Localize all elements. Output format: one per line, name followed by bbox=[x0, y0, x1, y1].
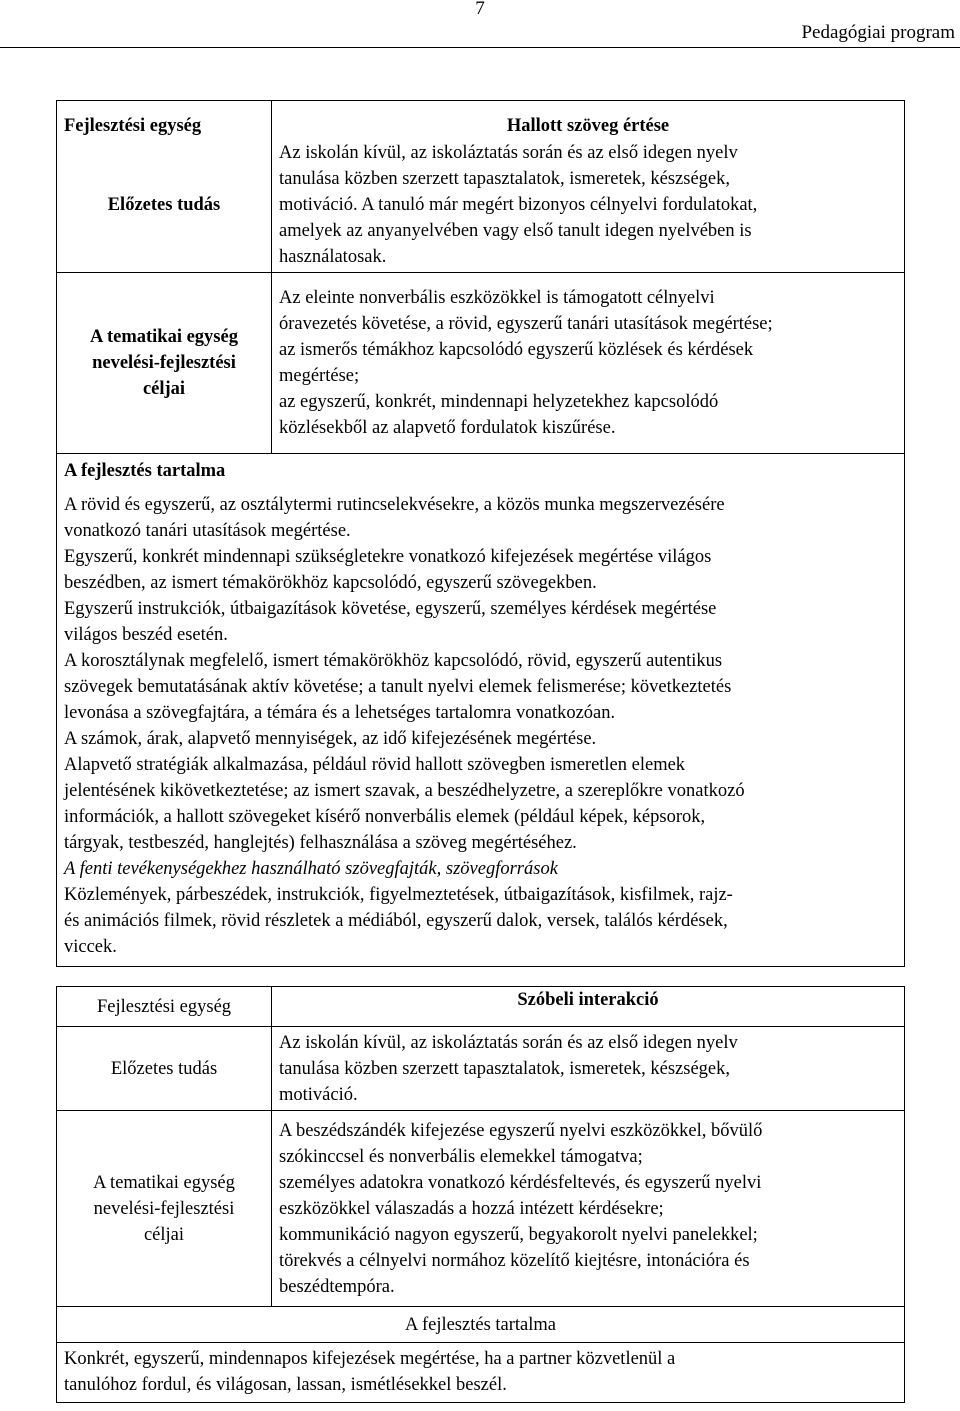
text-line: Egyszerű instrukciók, útbaigazítások követése, egyszerű, személyes kérdések megértése bbox=[64, 598, 717, 619]
text-line: az ismerős témákhoz kapcsolódó egyszerű közlések és kérdések bbox=[279, 339, 754, 360]
content-text bbox=[57, 1343, 905, 1403]
text-line: motiváció. bbox=[279, 1084, 358, 1105]
prior-knowledge-label: Előzetes tudás bbox=[57, 1027, 272, 1111]
text-line: A beszédszándék kifejezése egyszerű nyelvi eszközökkel, bővülő bbox=[279, 1120, 763, 1141]
text-line: személyes adatokra vonatkozó kérdésfeltevés, és egyszerű nyelvi bbox=[279, 1172, 762, 1193]
content-text bbox=[57, 488, 905, 967]
content-label: A fejlesztés tartalma bbox=[57, 453, 905, 488]
text-line: eszközökkel válaszadás a hozzá intézett kérdésekre; bbox=[279, 1198, 664, 1219]
header-rule bbox=[0, 47, 960, 48]
text-line: A rövid és egyszerű, az osztálytermi rutincselekvésekre, a közös munka megszervezésére bbox=[64, 494, 725, 515]
development-unit-title: Hallott szöveg értése bbox=[272, 101, 905, 140]
text-line: beszédtempóra. bbox=[279, 1276, 395, 1297]
text-line: motiváció. A tanuló már megért bizonyos célnyelvi fordulatokat, bbox=[279, 195, 758, 216]
goals-label-line: A tematikai egység bbox=[93, 1172, 235, 1193]
text-line: közlésekből az alapvető fordulatok kiszűrése. bbox=[279, 417, 616, 438]
text-line: és animációs filmek, rövid részletek a médiából, egyszerű dalok, versek, találós kérdések, bbox=[64, 910, 728, 931]
development-unit-title: Szóbeli interakció bbox=[272, 987, 905, 1027]
content-label: A fejlesztés tartalma bbox=[57, 1307, 905, 1343]
text-line: jelentésének kikövetkeztetése; az ismert szavak, a beszédhelyzetre, a szereplőkre vonatkozó bbox=[64, 780, 745, 801]
oral-interaction-table bbox=[56, 986, 905, 1403]
text-line: megértése; bbox=[279, 365, 360, 386]
text-line: óravezetés követése, a rövid, egyszerű tanári utasítások megértése; bbox=[279, 313, 773, 334]
goals-label bbox=[57, 272, 272, 453]
text-line: beszédben, az ismert témakörökhöz kapcsolódó, egyszerű szövegekben. bbox=[64, 572, 597, 593]
goals-label-line: nevelési-fejlesztési bbox=[93, 1198, 235, 1219]
text-line: törekvés a célnyelvi normához közelítő kiejtésre, intonációra és bbox=[279, 1250, 750, 1271]
text-line: az egyszerű, konkrét, mindennapi helyzetekhez kapcsolódó bbox=[279, 391, 719, 412]
text-line: Az eleinte nonverbális eszközökkel is támogatott célnyelvi bbox=[279, 287, 715, 308]
running-title: Pedagógiai program bbox=[801, 22, 955, 43]
text-line: Alapvető stratégiák alkalmazása, például rövid hallott szövegben ismeretlen elemek bbox=[64, 754, 686, 775]
goals-text bbox=[272, 272, 905, 453]
text-line: tanulása közben szerzett tapasztalatok, ismeretek, készségek, bbox=[279, 169, 730, 190]
development-unit-label: Fejlesztési egység bbox=[64, 116, 202, 136]
text-line: A számok, árak, alapvető mennyiségek, az idő kifejezésének megértése. bbox=[64, 728, 597, 749]
text-line: használatosak. bbox=[279, 247, 387, 268]
text-line: Egyszerű, konkrét mindennapi szükségletekre vonatkozó kifejezések megértése világos bbox=[64, 546, 712, 567]
goals-label-line: A tematikai egység bbox=[90, 326, 238, 347]
text-line: A korosztálynak megfelelő, ismert témakörökhöz kapcsolódó, rövid, egyszerű autentikus bbox=[64, 650, 723, 671]
goals-text bbox=[272, 1111, 905, 1307]
text-line: Konkrét, egyszerű, mindennapos kifejezések megértése, ha a partner közvetlenül a bbox=[64, 1349, 676, 1369]
development-unit-label: Fejlesztési egység bbox=[96, 996, 232, 1017]
text-types-heading: A fenti tevékenységekhez használható szövegfajták, szövegforrások bbox=[64, 858, 558, 879]
page-number: 7 bbox=[475, 0, 485, 19]
goals-label-line: céljai bbox=[142, 378, 186, 399]
goals-label bbox=[57, 1111, 272, 1307]
prior-knowledge-label: Előzetes tudás bbox=[107, 195, 221, 216]
text-line: információk, a hallott szövegeket kísérő nonverbális elemek (például képek, képsorok, bbox=[64, 806, 706, 827]
text-line: tanulása közben szerzett tapasztalatok, ismeretek, készségek, bbox=[279, 1058, 730, 1079]
text-line: kommunikáció nagyon egyszerű, begyakorolt nyelvi panelekkel; bbox=[279, 1224, 758, 1245]
prior-knowledge-text bbox=[272, 139, 905, 272]
text-line: amelyek az anyanyelvében vagy első tanult idegen nyelvében is bbox=[279, 221, 752, 242]
text-line: Az iskolán kívül, az iskoláztatás során és az első idegen nyelv bbox=[279, 1032, 738, 1053]
goals-label-line: céljai bbox=[143, 1224, 185, 1245]
text-line: szövegek bemutatásának aktív követése; a tanult nyelvi elemek felismerése; következtetés bbox=[64, 676, 732, 697]
text-line: szókinccsel és nonverbális elemekkel támogatva; bbox=[279, 1146, 643, 1167]
prior-knowledge-text bbox=[272, 1027, 905, 1111]
text-line: tanulóhoz fordul, és világosan, lassan, ismétlésekkel beszél. bbox=[64, 1375, 507, 1395]
text-line: világos beszéd esetén. bbox=[64, 624, 228, 645]
text-line: vonatkozó tanári utasítások megértése. bbox=[64, 520, 351, 541]
text-line: Közlemények, párbeszédek, instrukciók, figyelmeztetések, útbaigazítások, kisfilmek, rajz- bbox=[64, 884, 733, 905]
text-line: levonása a szövegfajtára, a témára és a lehetséges tartalomra vonatkozóan. bbox=[64, 702, 616, 723]
goals-label-line: nevelési-fejlesztési bbox=[92, 352, 236, 373]
text-line: tárgyak, testbeszéd, hanglejtés) felhasználása a szöveg megértéséhez. bbox=[64, 832, 577, 853]
text-line: Az iskolán kívül, az iskoláztatás során és az első idegen nyelv bbox=[279, 143, 738, 164]
text-line: viccek. bbox=[64, 936, 117, 957]
listening-comprehension-table bbox=[56, 100, 905, 967]
